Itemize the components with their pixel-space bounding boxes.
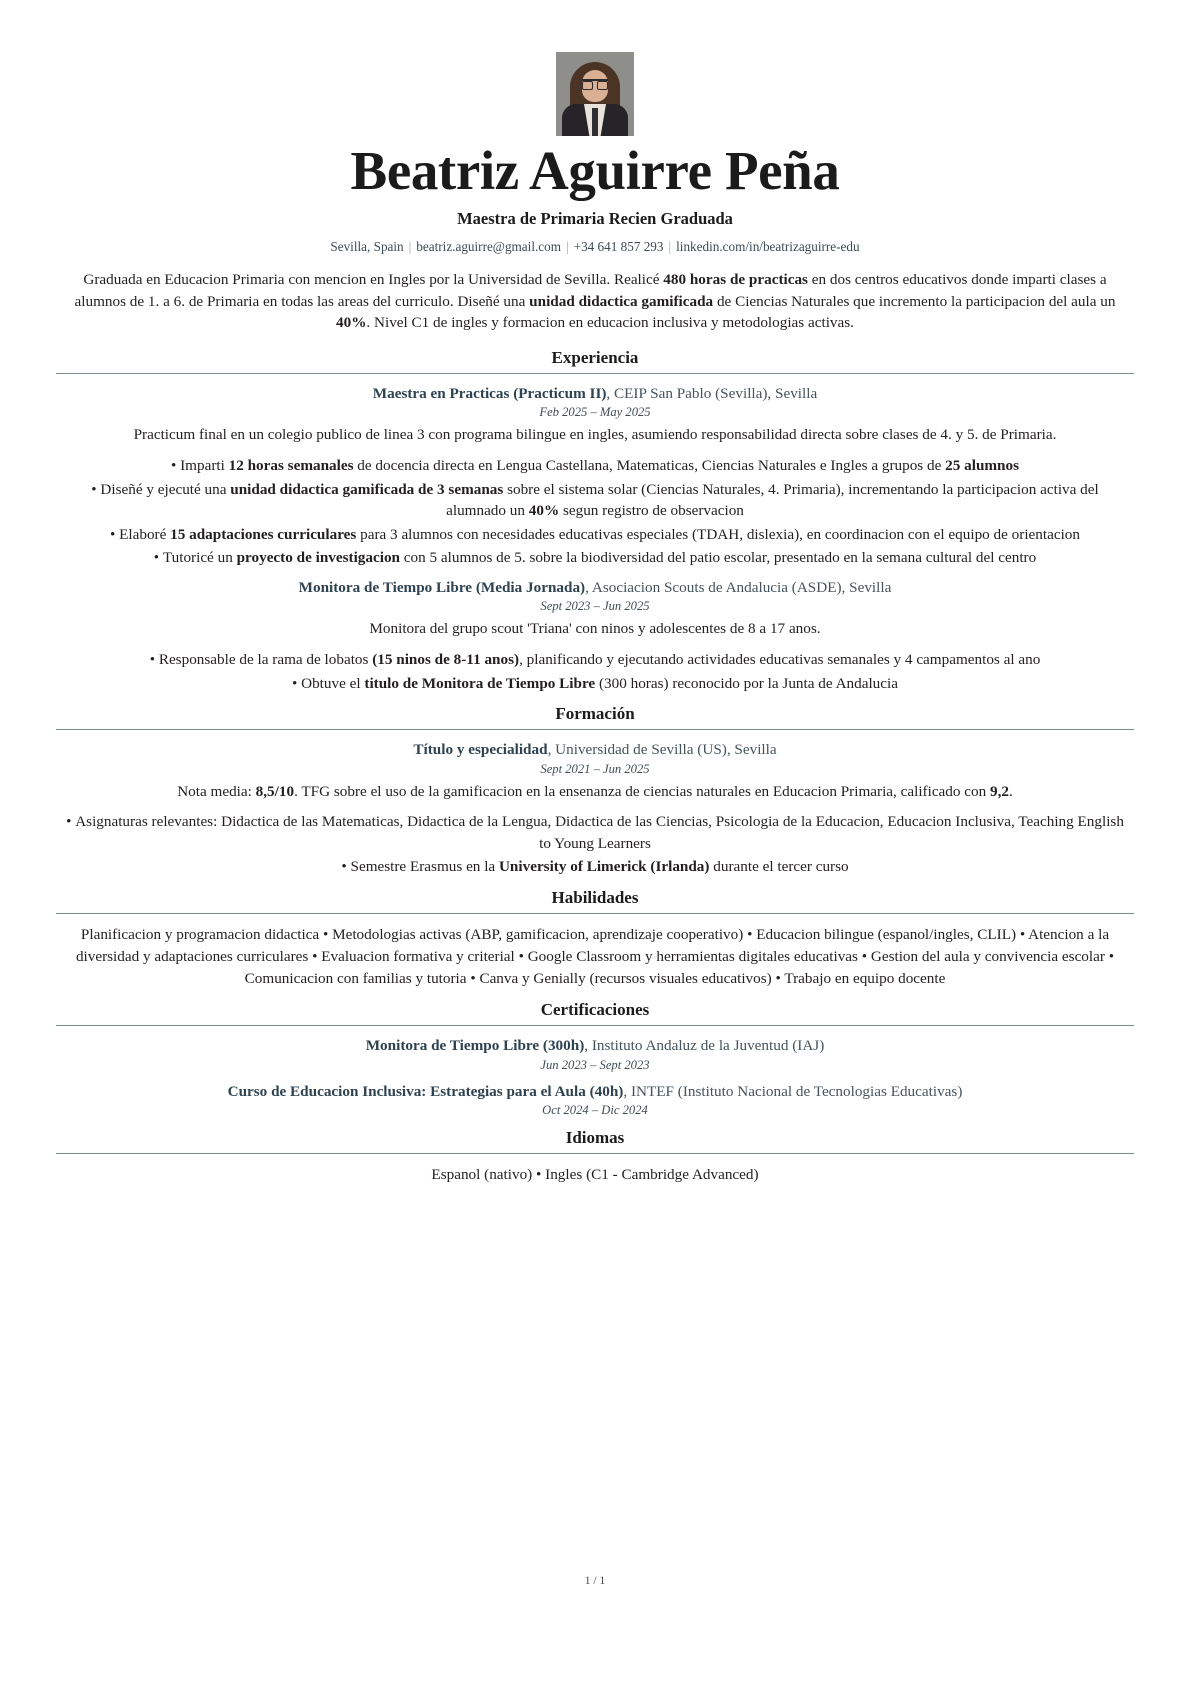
resume-entry — [56, 1036, 1134, 1073]
list-item: Gestion del aula y convivencia escolar — [870, 948, 1105, 966]
resume-entry — [56, 384, 1134, 569]
body-text: para 3 alumnos con necesidades educativas especiales (TDAH, dislexia), en coordinacion con el equipo de orientacion — [356, 525, 1080, 543]
section-divider — [56, 1153, 1134, 1154]
entry-bullet-list — [56, 649, 1134, 694]
contact-email[interactable]: beatriz.aguirre@gmail.com — [416, 239, 561, 255]
entry-bullet-list — [56, 455, 1134, 569]
emphasis-text: 15 adaptaciones curriculares — [170, 525, 357, 543]
list-item: Espanol (nativo) — [431, 1166, 533, 1184]
emphasis-text: 40% — [528, 502, 560, 520]
emphasis-text: titulo de Monitora de Tiempo Libre — [364, 674, 596, 692]
body-text: . — [1009, 782, 1013, 800]
body-text: . Nivel C1 de ingles y formacion en educacion inclusiva y metodologias activas. — [366, 314, 854, 332]
emphasis-text: (15 ninos de 8-11 anos) — [372, 651, 520, 668]
body-text: durante el tercer curso — [709, 858, 849, 876]
page-indicator: 1 / 1 — [584, 1575, 606, 1587]
section-education — [56, 704, 1134, 878]
section-title-languages: Idiomas — [565, 1128, 625, 1148]
body-text: (300 horas) reconocido por la Junta de Andalucia — [595, 674, 898, 692]
section-languages — [56, 1128, 1134, 1186]
profile-photo — [556, 52, 634, 136]
bullet-item — [66, 649, 1124, 671]
entry-heading — [56, 384, 1134, 405]
entry-role: Maestra en Practicas (Practicum II) — [372, 384, 607, 402]
entry-role: Monitora de Tiempo Libre (300h) — [365, 1037, 585, 1055]
section-experience — [56, 348, 1134, 694]
section-divider — [56, 1025, 1134, 1026]
entry-date: Feb 2025 – May 2025 — [539, 405, 651, 420]
body-text: en dos centros educativos donde imparti clases a alumnos de 1. a 6. de Primaria en todas las areas del curriculo. Diseñé una — [74, 271, 1107, 310]
entry-description: Practicum final en un colegio publico de linea 3 con programa bilingue en ingles, asumiendo responsabilidad directa sobre clases de 4. y 5. de Primaria. — [133, 426, 1057, 444]
entry-heading — [56, 578, 1134, 599]
body-text: , planificando y ejecutando actividades educativas semanales y 4 campamentos al ano — [519, 651, 1041, 668]
contact-separator: | — [566, 239, 569, 255]
entry-role: Curso de Educacion Inclusiva: Estrategias para el Aula (40h) — [227, 1082, 624, 1100]
entry-heading — [56, 740, 1134, 761]
body-text: Tutoricé un — [162, 549, 237, 567]
body-text: Diseñé y ejecuté una — [100, 480, 231, 498]
entry-description — [56, 781, 1134, 803]
candidate-name: Beatriz Aguirre Peña — [350, 140, 840, 201]
entry-organization: , Asociacion Scouts de Andalucia (ASDE), Sevilla — [585, 578, 892, 596]
emphasis-text: 40% — [336, 314, 367, 332]
body-text: . TFG sobre el uso de la gamificacion en la ensenanza de ciencias naturales en Educacion Primaria, calificado con — [294, 782, 991, 800]
skills-list — [60, 924, 1130, 990]
section-title-skills: Habilidades — [551, 887, 639, 907]
resume-entry — [56, 1082, 1134, 1119]
languages-list — [60, 1164, 1130, 1186]
entry-date: Oct 2024 – Dic 2024 — [542, 1103, 648, 1118]
bullet-item — [66, 547, 1124, 569]
section-title-education: Formación — [555, 704, 635, 724]
body-text: de docencia directa en Lengua Castellana, Matematicas, Ciencias Naturales e Ingles a grupos de — [353, 457, 946, 475]
glasses-icon — [582, 79, 608, 88]
bullet-item — [66, 524, 1124, 546]
body-text: Asignaturas relevantes: Didactica de las Matematicas, Didactica de la Lengua, Didactica de las Ciencias, Psicologia de la Educacion, Educacion Inclusiva, Teaching English to Young Learners — [75, 813, 1124, 852]
list-separator: • — [857, 948, 871, 966]
section-title-experience: Experiencia — [551, 347, 639, 367]
emphasis-text: unidad didactica gamificada — [529, 292, 714, 310]
contact-separator: | — [668, 239, 672, 255]
list-item: Planificacion y programacion didactica — [80, 925, 320, 943]
list-item: Canva y Genially (recursos visuales educativos) — [479, 970, 772, 988]
section-divider — [56, 729, 1134, 730]
body-text: Graduada en Educacion Primaria con mencion en Ingles por la Universidad de Sevilla. Realicé — [83, 271, 664, 289]
list-item: Ingles (C1 - Cambridge Advanced) — [545, 1166, 759, 1184]
photo-tie — [592, 108, 598, 136]
entry-bullet-list — [56, 811, 1134, 878]
body-text: segun registro de observacion — [559, 502, 744, 520]
contact-separator: | — [408, 239, 412, 255]
contact-line — [56, 239, 1134, 255]
body-text: Nota media: — [177, 782, 256, 800]
emphasis-text: proyecto de investigacion — [236, 549, 400, 567]
emphasis-text: University of Limerick (Irlanda) — [498, 858, 710, 876]
body-text: sobre el sistema solar (Ciencias Naturales, 4. Primaria), incrementando la participacion activa del alumnado un — [446, 480, 1099, 520]
list-item: Trabajo en equipo docente — [784, 970, 946, 988]
list-item: Atencion a la diversidad y adaptaciones curriculares — [75, 925, 1110, 966]
entry-role: Monitora de Tiempo Libre (Media Jornada) — [298, 578, 586, 596]
body-text: Responsable de la rama de lobatos — [158, 651, 373, 668]
list-item: Google Classroom y herramientas digitales educativas — [527, 948, 858, 966]
emphasis-text: 8,5/10 — [255, 782, 295, 800]
list-separator: • — [466, 970, 480, 988]
emphasis-text: 9,2 — [990, 782, 1009, 800]
list-separator: • — [1016, 925, 1029, 943]
entry-role: Título y especialidad — [413, 741, 548, 759]
resume-entry — [56, 578, 1134, 694]
bullet-item — [66, 479, 1124, 522]
profile-photo-container — [56, 52, 1134, 136]
body-text: Imparti — [180, 457, 229, 475]
body-text: Semestre Erasmus en la — [350, 858, 499, 876]
body-text: Obtuve el — [301, 674, 365, 692]
section-skills — [56, 888, 1134, 990]
list-separator: • — [319, 925, 333, 943]
body-text: Elaboré — [119, 525, 171, 543]
emphasis-text: unidad didactica gamificada de 3 semanas — [230, 480, 504, 498]
bullet-item — [66, 455, 1124, 477]
list-item: Comunicacion con familias y tutoria — [244, 970, 467, 988]
list-item: Educacion bilingue (espanol/ingles, CLIL) — [756, 925, 1017, 943]
emphasis-text: 12 horas semanales — [228, 457, 354, 475]
resume-entry — [56, 740, 1134, 878]
list-item: Metodologias activas (ABP, gamificacion, aprendizaje cooperativo) — [332, 925, 744, 943]
emphasis-text: 480 horas de practicas — [663, 271, 808, 289]
entry-organization: , CEIP San Pablo (Sevilla), Sevilla — [606, 384, 818, 402]
entry-heading — [56, 1082, 1134, 1103]
entry-heading — [56, 1036, 1134, 1057]
contact-phone[interactable]: +34 641 857 293 — [573, 239, 664, 255]
list-separator: • — [743, 925, 757, 943]
list-separator: • — [771, 970, 785, 988]
entry-date: Sept 2021 – Jun 2025 — [540, 761, 650, 776]
entry-date: Sept 2023 – Jun 2025 — [540, 599, 650, 614]
education-entries — [56, 740, 1134, 878]
list-separator: • — [308, 948, 322, 966]
section-divider — [56, 913, 1134, 914]
emphasis-text: 25 alumnos — [945, 457, 1019, 475]
entry-organization: , Instituto Andaluz de la Juventud (IAJ) — [584, 1037, 825, 1055]
list-separator: • — [514, 948, 528, 966]
bullet-item — [66, 673, 1124, 695]
bullet-item — [66, 811, 1124, 854]
bullet-item — [66, 856, 1124, 878]
entry-organization: , Universidad de Sevilla (US), Sevilla — [547, 741, 777, 759]
section-divider — [56, 373, 1134, 374]
body-text: de Ciencias Naturales que incremento la participacion del aula un — [713, 292, 1116, 310]
section-title-certifications: Certificaciones — [540, 1000, 650, 1020]
entry-description: Monitora del grupo scout 'Triana' con ninos y adolescentes de 8 a 17 anos. — [369, 620, 821, 638]
list-separator: • — [532, 1166, 546, 1184]
entry-organization: , INTEF (Instituto Nacional de Tecnologias Educativas) — [623, 1082, 963, 1100]
entry-date: Jun 2023 – Sept 2023 — [540, 1057, 650, 1072]
section-certifications — [56, 1000, 1134, 1118]
summary-paragraph — [62, 269, 1128, 334]
certification-entries — [56, 1036, 1134, 1118]
list-item: Evaluacion formativa y criterial — [321, 948, 515, 966]
body-text: con 5 alumnos de 5. sobre la biodiversidad del patio escolar, presentado en la semana cultural del centro — [400, 549, 1037, 567]
candidate-headline: Maestra de Primaria Recien Graduada — [457, 209, 733, 229]
contact-location: Sevilla, Spain — [330, 239, 404, 255]
list-separator: • — [1104, 948, 1115, 966]
contact-linkedin[interactable]: linkedin.com/in/beatrizaguirre-edu — [676, 239, 860, 255]
experience-entries — [56, 384, 1134, 694]
